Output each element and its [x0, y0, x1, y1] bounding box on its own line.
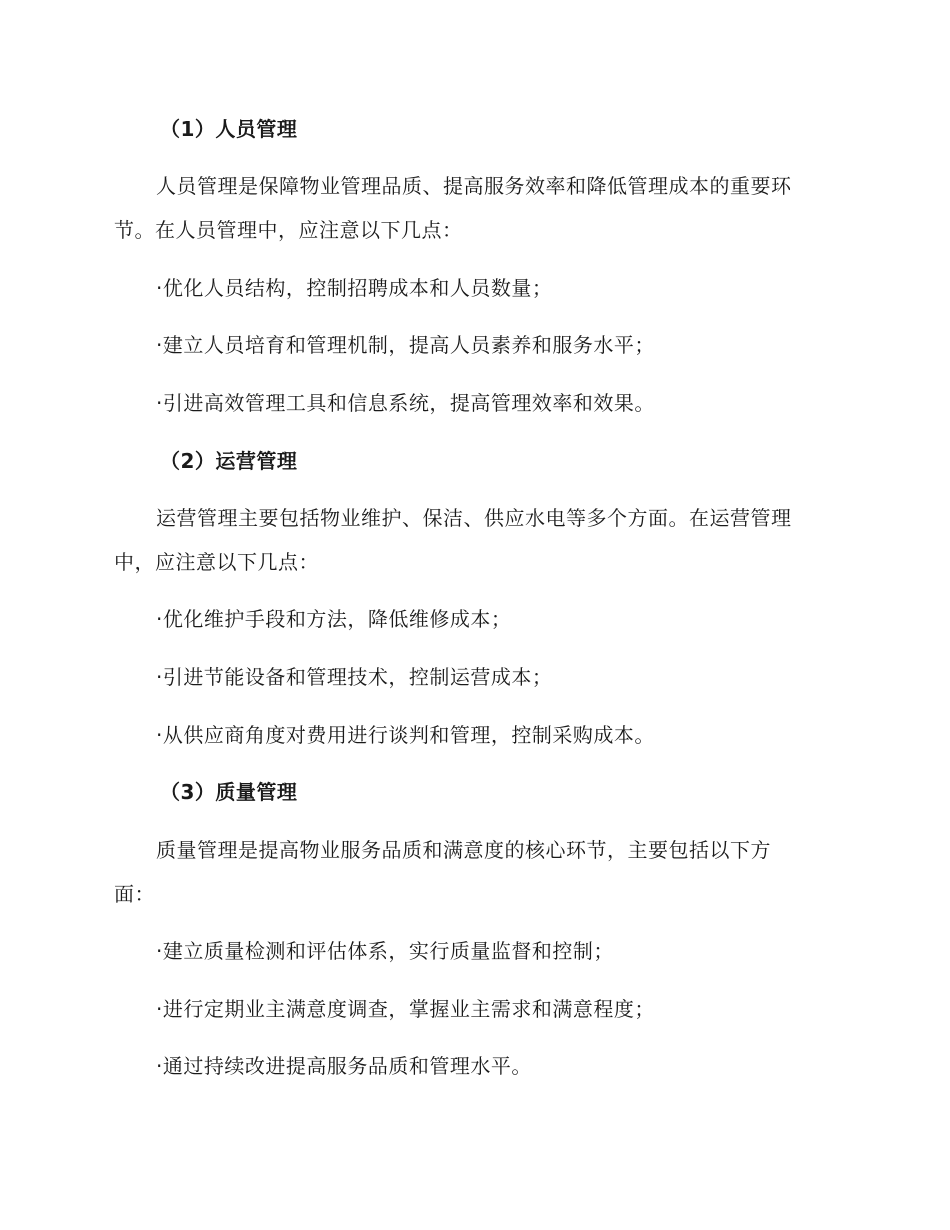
section-1-heading: （1）人员管理: [160, 117, 298, 141]
section-1-bullet-1: ·优化人员结构，控制招聘成本和人员数量；: [156, 276, 553, 300]
section-3-bullet-2: ·进行定期业主满意度调查，掌握业主需求和满意程度；: [156, 997, 655, 1021]
section-1-intro-line-2: 节。在人员管理中，应注意以下几点：: [114, 218, 463, 242]
section-3-bullet-1: ·建立质量检测和评估体系，实行质量监督和控制；: [156, 939, 614, 963]
section-1-bullet-2: ·建立人员培育和管理机制，提高人员素养和服务水平；: [156, 333, 655, 357]
section-2-intro-line-1: 运营管理主要包括物业维护、保洁、供应水电等多个方面。在运营管理: [156, 506, 792, 530]
section-1-intro-line-1: 人员管理是保障物业管理品质、提高服务效率和降低管理成本的重要环: [156, 174, 792, 198]
section-3-heading: （3）质量管理: [160, 780, 298, 804]
section-1-bullet-3: ·引进高效管理工具和信息系统，提高管理效率和效果。: [156, 391, 655, 415]
section-2-bullet-1: ·优化维护手段和方法，降低维修成本；: [156, 607, 512, 631]
section-2-heading: （2）运营管理: [160, 449, 298, 473]
section-3-intro-line-1: 质量管理是提高物业服务品质和满意度的核心环节，主要包括以下方: [156, 838, 771, 862]
section-3-bullet-3: ·通过持续改进提高服务品质和管理水平。: [156, 1054, 532, 1078]
section-3-intro-line-2: 面：: [114, 882, 155, 906]
section-2-intro-line-2: 中，应注意以下几点：: [114, 550, 319, 574]
section-2-bullet-3: ·从供应商角度对费用进行谈判和管理，控制采购成本。: [156, 723, 655, 747]
section-2-bullet-2: ·引进节能设备和管理技术，控制运营成本；: [156, 665, 553, 689]
